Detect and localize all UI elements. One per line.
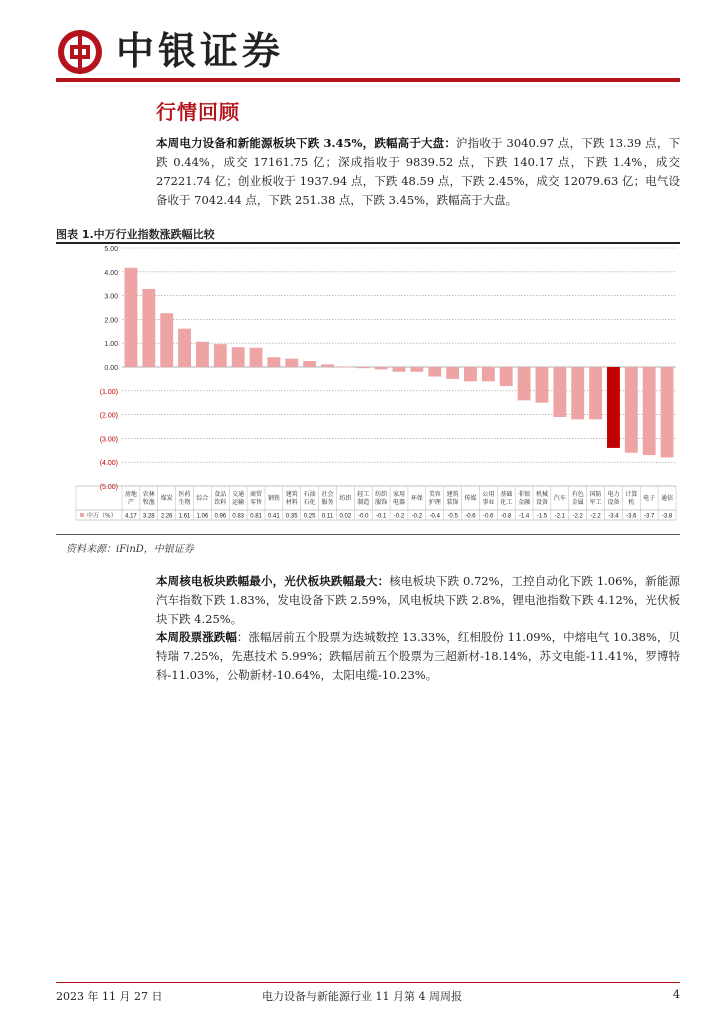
category-label: 金属 <box>571 499 584 506</box>
value-label: 0.25 <box>303 513 316 520</box>
value-label: -0.2 <box>411 513 423 520</box>
paragraph-body: 沪指收于 3040.97 点，下跌 13.39 点，下跌 0.44%，成交 17161.75 亿；深成指收于 9839.52 点，下跌 140.17 点，下跌 1.4%，成交 27221.74 亿；创业板收于 1937.94 点，下跌 48.59 点，下跌 2.45%，成交 12079.63 亿；电气设备收于 7042.44 点，下跌 251.38 点，下跌 3.45%，跌幅高于大盘。 <box>156 136 680 207</box>
value-label: -3.8 <box>661 513 673 520</box>
category-label: 饮料 <box>214 499 227 506</box>
y-tick-label: 4.00 <box>104 269 118 277</box>
category-label: 军工 <box>589 499 602 506</box>
chart-bar <box>446 367 459 379</box>
value-label: -0.6 <box>465 513 476 520</box>
header-rule <box>56 78 680 82</box>
section-title: 行情回顾 <box>156 100 240 124</box>
footer-date: 2023 年 11 月 27 日 <box>56 990 163 1003</box>
chart-bar <box>482 367 495 381</box>
value-label: -1.5 <box>536 513 548 520</box>
category-label: 机械 <box>535 491 548 498</box>
category-label: 食品 <box>214 491 227 498</box>
category-label: 社会 <box>321 491 334 498</box>
chart-bar <box>357 367 370 368</box>
category-label: 农林 <box>142 491 155 498</box>
value-label: -0.4 <box>429 513 440 520</box>
category-label: 电子 <box>643 495 656 502</box>
paragraph-body: 核电板块下跌 0.72%，工控自动化下跌 1.06%，新能源汽车指数下跌 1.83%，发电设备下跌 2.59%，风电板块下跌 2.8%，锂电池指数下跌 4.12%，光伏板块下跌 4.25%。 <box>156 574 681 626</box>
category-label: 护理 <box>428 499 441 506</box>
chart-bar <box>500 367 513 386</box>
value-label: 0.41 <box>268 513 280 520</box>
y-tick-label: 2.00 <box>104 317 118 325</box>
category-label: 设备 <box>607 499 620 506</box>
chart-bar <box>214 344 227 367</box>
chart-bar <box>553 367 566 417</box>
category-label: 医药 <box>178 491 191 498</box>
y-tick-label: 1.00 <box>104 341 118 349</box>
chart-bar <box>571 367 584 419</box>
category-label: 通信 <box>661 495 674 502</box>
chart-bar <box>250 348 263 367</box>
category-label: 纺织 <box>375 491 388 498</box>
category-label: 事业 <box>482 499 495 506</box>
chart-bar <box>303 361 316 367</box>
paragraph-lead: 本周电力设备和新能源板块下跌 3.45%，跌幅高于大盘： <box>156 136 457 150</box>
paragraph-body: ：涨幅居前五个股票为迭城数控 13.33%，红相股份 11.09%，中熔电气 10.38%，贝特瑞 7.25%，先惠技术 5.99%；跌幅居前五个股票为三超新材-18.14%，苏文电能-11.41%，罗博特科-11.03%，公勒新材-10.64%，太阳电缆-10.23%。 <box>156 630 681 682</box>
value-label: -3.4 <box>608 513 619 520</box>
chart-bar <box>125 268 138 367</box>
chart-bar <box>375 367 388 369</box>
category-label: 纺织 <box>339 495 352 502</box>
value-label: 0.96 <box>214 513 227 520</box>
brand-name: 中银证券 <box>116 29 285 73</box>
category-label: 煤炭 <box>160 495 173 502</box>
category-label: 机 <box>628 499 635 506</box>
category-label: 制造 <box>357 499 370 506</box>
chart-bar <box>625 367 638 453</box>
category-label: 装饰 <box>446 499 459 506</box>
value-label: 0.02 <box>339 513 352 520</box>
chart-bar <box>518 367 531 400</box>
category-label: 零售 <box>250 499 263 506</box>
value-label: -0.5 <box>447 513 458 520</box>
chart-bar <box>142 289 155 367</box>
value-label: 0.83 <box>232 513 245 520</box>
chart-bar <box>232 347 245 367</box>
value-label: -0.6 <box>483 513 494 520</box>
chart-bar <box>339 367 352 368</box>
category-label: 商贸 <box>250 491 263 498</box>
chart-bar <box>661 367 674 457</box>
page-number: 4 <box>673 988 680 1001</box>
chart-bar <box>160 313 173 367</box>
category-label: 环保 <box>410 495 423 502</box>
value-label: 2.26 <box>160 513 173 520</box>
y-tick-label: (2.00) <box>99 412 118 420</box>
chart-bar <box>393 367 406 372</box>
footer-rule <box>56 982 680 983</box>
industry-index-bar-chart <box>56 244 680 534</box>
chart-bar <box>285 359 298 367</box>
figure-title: 图表 1.中万行业指数涨跌幅比较 <box>56 228 215 241</box>
category-label: 产 <box>127 499 134 506</box>
chart-bar <box>321 364 334 367</box>
value-label: 1.06 <box>196 513 209 520</box>
category-label: 化工 <box>500 499 513 506</box>
category-label: 运输 <box>232 499 245 506</box>
value-label: -2.2 <box>572 513 583 520</box>
market-review-paragraph <box>156 134 680 210</box>
category-label: 公用 <box>482 491 495 498</box>
category-label: 国防 <box>589 491 602 498</box>
value-label: -0.1 <box>375 513 387 520</box>
value-label: -3.6 <box>626 513 637 520</box>
value-label: 1.61 <box>178 513 191 520</box>
category-label: 石化 <box>303 499 316 506</box>
category-label: 交通 <box>232 491 245 498</box>
y-tick-label: (4.00) <box>99 460 118 468</box>
legend-label: 中万（%） <box>87 512 117 520</box>
category-label: 传媒 <box>464 495 477 502</box>
chart-bar <box>178 329 191 367</box>
y-tick-label: 5.00 <box>104 246 118 253</box>
value-label: 0.11 <box>321 513 334 520</box>
category-label: 有色 <box>571 491 584 498</box>
category-label: 石油 <box>303 491 316 498</box>
legend-swatch <box>80 513 84 517</box>
category-label: 美容 <box>428 491 441 498</box>
chart-bar <box>643 367 656 455</box>
bank-logo-icon <box>56 28 104 76</box>
category-label: 生物 <box>178 499 191 506</box>
category-label: 计算 <box>625 491 638 498</box>
category-label: 服务 <box>321 499 334 506</box>
value-label: -2.1 <box>554 513 566 520</box>
value-label: 4.17 <box>125 513 137 520</box>
value-label: 0.81 <box>250 513 262 520</box>
category-label: 建筑 <box>446 491 459 498</box>
category-label: 服饰 <box>375 499 388 506</box>
value-label: 0.35 <box>285 513 298 520</box>
value-label: -2.2 <box>590 513 601 520</box>
category-label: 非银 <box>518 491 531 498</box>
y-tick-label: (3.00) <box>99 436 118 444</box>
chart-bar <box>410 367 423 372</box>
chart-bar <box>464 367 477 381</box>
category-label: 牧渔 <box>142 499 155 506</box>
category-label: 家用 <box>392 491 406 498</box>
value-label: -3.7 <box>644 513 655 520</box>
value-label: -0.0 <box>358 513 369 520</box>
category-label: 基础 <box>500 491 513 498</box>
chart-bar <box>196 342 209 367</box>
y-tick-label: (1.00) <box>99 388 118 396</box>
paragraph-lead: 本周股票涨跌幅 <box>156 630 237 644</box>
value-label: -0.8 <box>501 513 512 520</box>
stock-movers-paragraph <box>156 628 680 685</box>
sector-performance-paragraph <box>156 572 680 629</box>
paragraph-lead: 本周核电板块跌幅最小，光伏板块跌幅最大： <box>156 574 390 588</box>
category-label: 金融 <box>518 499 531 506</box>
category-label: 房地 <box>124 491 137 498</box>
chart-bar <box>267 357 280 367</box>
chart-bar <box>428 367 441 377</box>
value-label: -1.4 <box>518 513 530 520</box>
category-label: 电力 <box>607 491 620 498</box>
footer-report-title: 电力设备与新能源行业 11 月第 4 周周报 <box>262 990 462 1003</box>
category-label: 电器 <box>392 499 406 506</box>
category-label: 综合 <box>196 495 209 502</box>
value-label: 3.28 <box>142 513 155 520</box>
category-label: 汽车 <box>553 495 566 502</box>
y-tick-label: 3.00 <box>104 293 118 301</box>
y-tick-label: (5.00) <box>99 484 118 491</box>
category-label: 设备 <box>535 499 548 506</box>
category-label: 轻工 <box>357 491 370 498</box>
value-label: -0.2 <box>393 513 405 520</box>
figure-bottom-rule <box>56 534 680 535</box>
category-label: 材料 <box>285 499 298 506</box>
category-label: 建筑 <box>285 491 298 498</box>
chart-bar <box>607 367 620 448</box>
chart-bar <box>536 367 549 403</box>
chart-bar <box>589 367 602 419</box>
y-tick-label: 0.00 <box>104 365 118 372</box>
figure-source: 资料来源：iFinD，中银证券 <box>66 544 194 555</box>
category-label: 钢铁 <box>267 495 280 502</box>
